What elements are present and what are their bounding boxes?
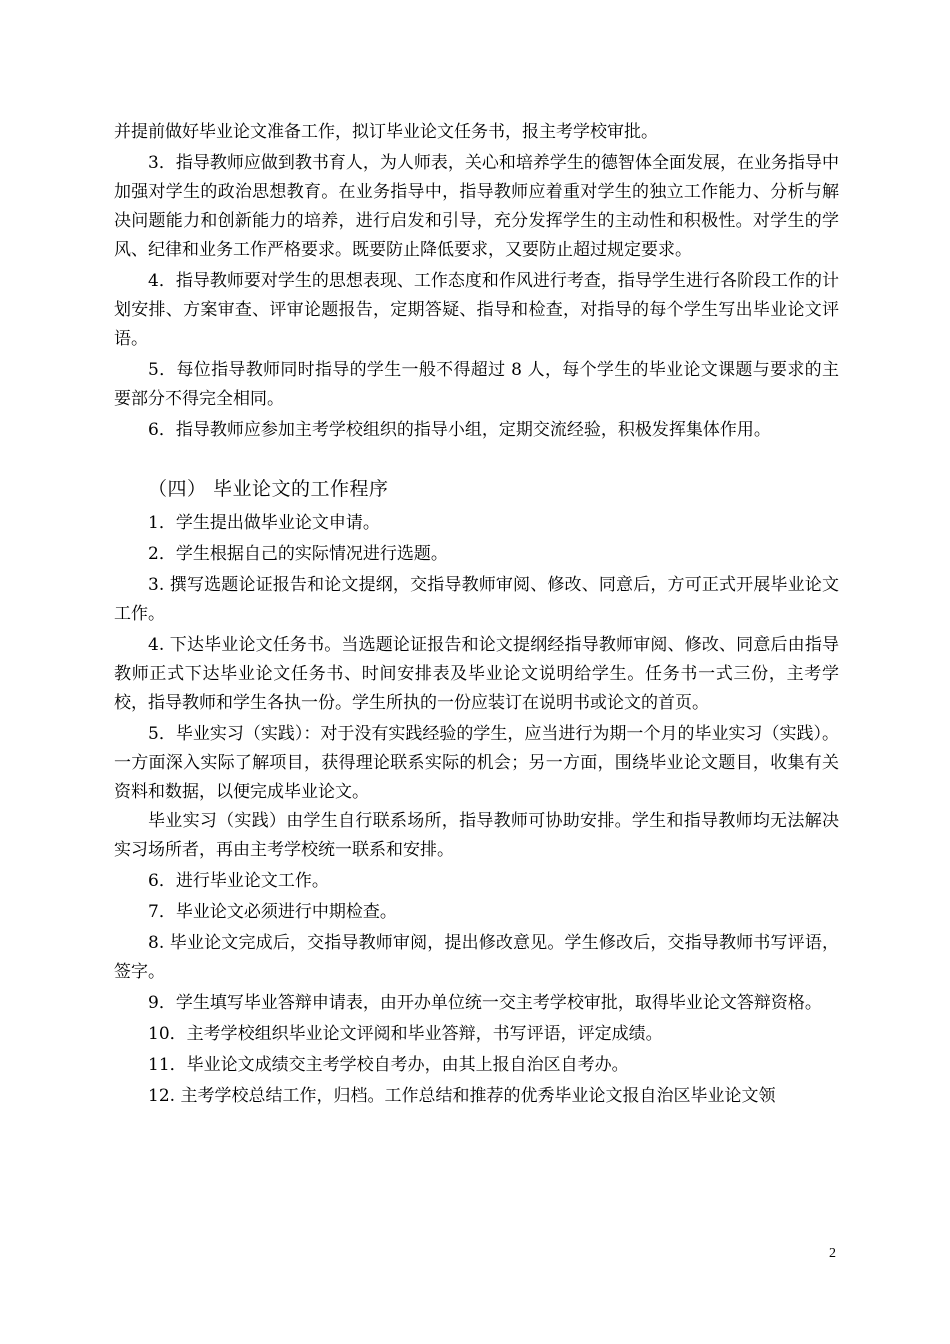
procedure-step-11: 11．毕业论文成绩交主考学校自考办，由其上报自治区自考办。 [148,1055,629,1075]
procedure-step-9: 9．学生填写毕业答辩申请表，由开办单位统一交主考学校审批，取得毕业论文答辩资格。 [148,993,822,1013]
procedure-step-5-note: 毕业实习（实践）由学生自行联系场所，指导教师可协助安排。学生和指导教师均无法解决实习场所者，再由主考学校统一联系和安排。 [114,811,839,860]
page-body [114,118,839,1111]
procedure-step-3: 3. 撰写选题论证报告和论文提纲，交指导教师审阅、修改、同意后，方可正式开展毕业论文工作。 [114,575,839,624]
procedure-step-10: 10．主考学校组织毕业论文评阅和毕业答辩，书写评语，评定成绩。 [148,1024,663,1044]
procedure-step-2: 2．学生根据自己的实际情况进行选题。 [148,544,448,564]
procedure-step-8: 8. 毕业论文完成后，交指导教师审阅，提出修改意见。学生修改后，交指导教师书写评语，签字。 [114,933,839,982]
procedure-step-5: 5．毕业实习（实践）：对于没有实践经验的学生，应当进行为期一个月的毕业实习（实践）。一方面深入实际了解项目，获得理论联系实际的机会；另一方面，围绕毕业论文题目，收集有关资料和数据，以便完成毕业论文。 [114,724,839,802]
procedure-step-1: 1．学生提出做毕业论文申请。 [148,513,380,533]
procedure-step-4: 4. 下达毕业论文任务书。当选题论证报告和论文提纲经指导教师审阅、修改、同意后由指导教师正式下达毕业论文任务书、时间安排表及毕业论文说明给学生。任务书一式三份，主考学校，指导教师和学生各执一份。学生所执的一份应装订在说明书或论文的首页。 [114,635,839,713]
procedure-step-7: 7．毕业论文必须进行中期检查。 [148,902,397,922]
section-title: （四） 毕业论文的工作程序 [148,478,389,500]
procedure-step-6: 6．进行毕业论文工作。 [148,871,329,891]
paragraph-item-3: 3．指导教师应做到教书育人，为人师表，关心和培养学生的德智体全面发展，在业务指导中加强对学生的政治思想教育。在业务指导中，指导教师应着重对学生的独立工作能力、分析与解决问题能力和创新能力的培养，进行启发和引导，充分发挥学生的主动性和积极性。对学生的学风、纪律和业务工作严格要求。既要防止降低要求，又要防止超过规定要求。 [114,153,839,260]
procedure-step-12: 12. 主考学校总结工作，归档。工作总结和推荐的优秀毕业论文报自治区毕业论文领 [148,1086,776,1106]
paragraph-item-5: 5．每位指导教师同时指导的学生一般不得超过 8 人，每个学生的毕业论文课题与要求的主要部分不得完全相同。 [114,360,839,409]
paragraph-continued: 并提前做好毕业论文准备工作，拟订毕业论文任务书，报主考学校审批。 [114,122,658,142]
page-number: 2 [829,1246,836,1261]
paragraph-item-4: 4．指导教师要对学生的思想表现、工作态度和作风进行考查，指导学生进行各阶段工作的计划安排、方案审查、评审论题报告，定期答疑、指导和检查，对指导的每个学生写出毕业论文评语。 [114,271,839,349]
paragraph-item-6: 6．指导教师应参加主考学校组织的指导小组，定期交流经验，积极发挥集体作用。 [148,420,771,440]
